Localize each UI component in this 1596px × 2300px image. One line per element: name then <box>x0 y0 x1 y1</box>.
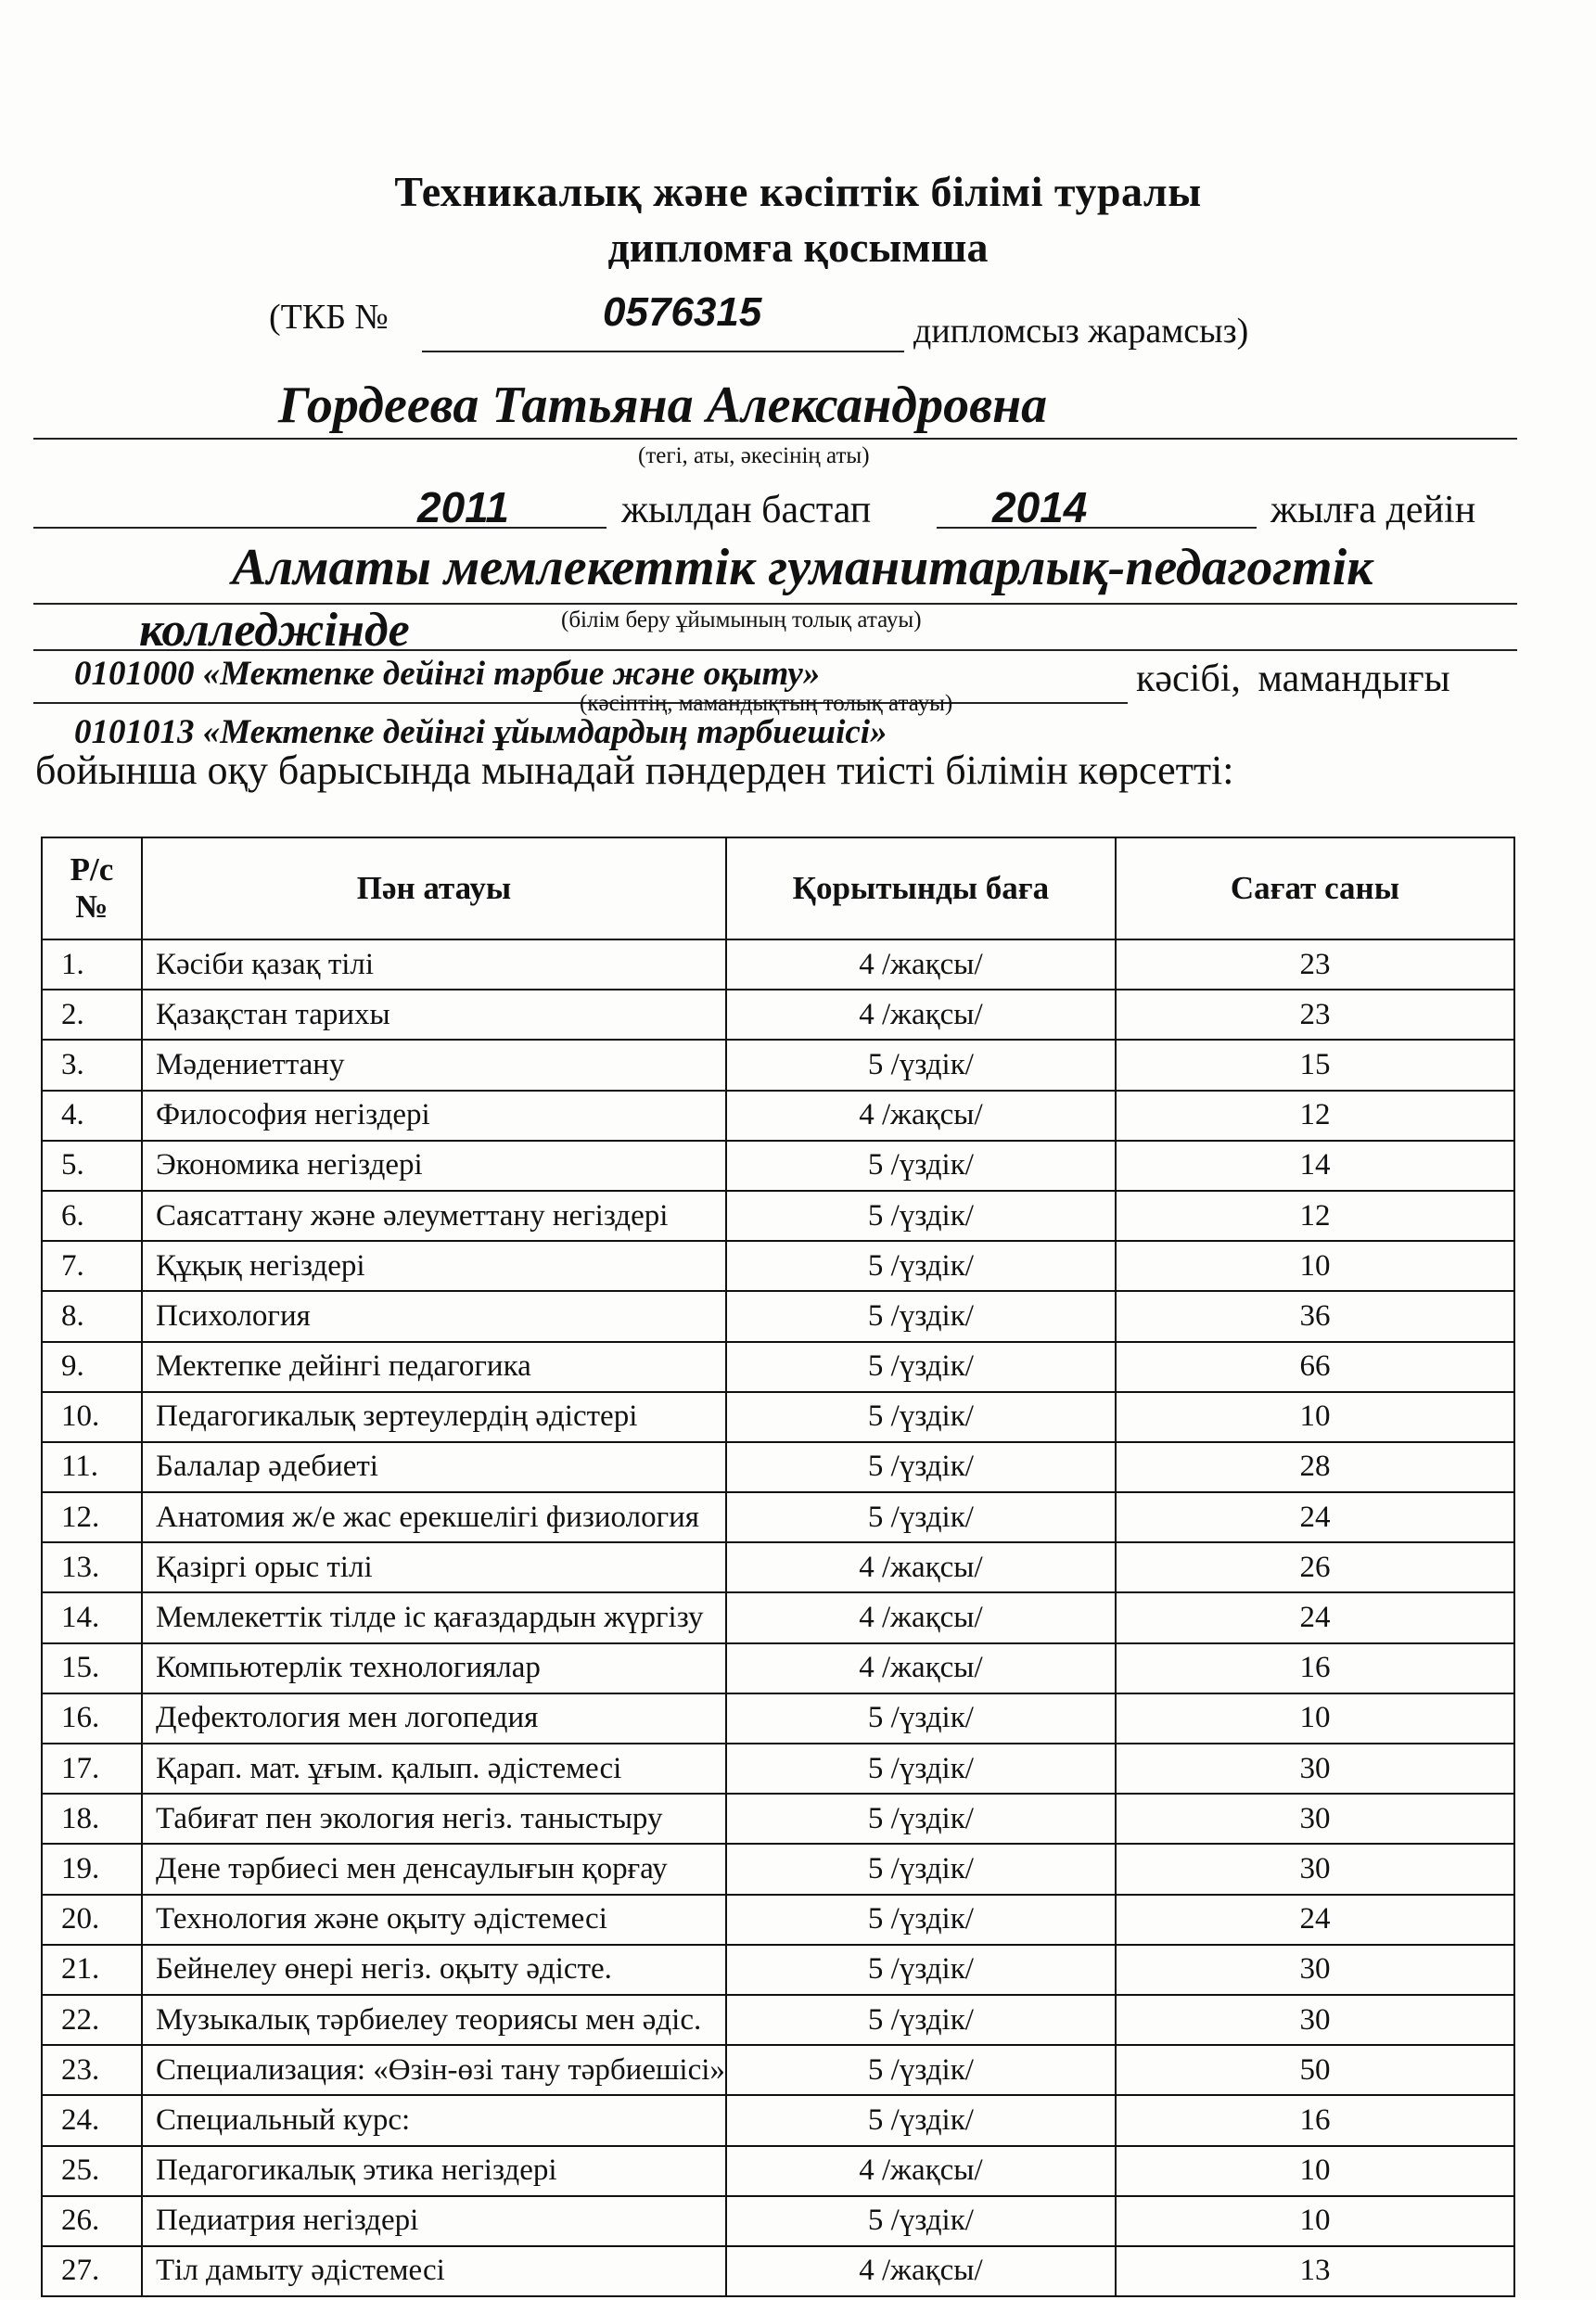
row-subject: Құқық негіздері <box>142 1241 726 1291</box>
table-row <box>42 1241 1514 1291</box>
header-subject: Пән атауы <box>142 837 726 939</box>
row-hours: 16 <box>1116 2095 1514 2145</box>
table-row <box>42 1844 1514 1894</box>
document-title-line1: Техникалық және кәсіптік білімі туралы <box>394 168 1202 215</box>
row-subject: Мәдениеттану <box>142 1040 726 1090</box>
table-row <box>42 1091 1514 1141</box>
row-grade: 5 /үздік/ <box>726 1241 1116 1291</box>
row-grade: 4 /жақсы/ <box>726 1592 1116 1642</box>
row-number: 25. <box>42 2146 142 2196</box>
document-title-line2: дипломға қосымша <box>607 224 989 271</box>
grades-table <box>41 837 1515 2297</box>
from-label: жылдан бастап <box>621 489 872 531</box>
table-row <box>42 2246 1514 2296</box>
tkb-prefix <box>269 297 389 338</box>
row-number: 12. <box>42 1492 142 1542</box>
row-hours: 12 <box>1116 1091 1514 1141</box>
table-row <box>42 1895 1514 1945</box>
row-subject: Қазіргі орыс тілі <box>142 1542 726 1592</box>
table-row <box>42 1492 1514 1542</box>
header-number <box>42 837 142 939</box>
row-hours: 23 <box>1116 939 1514 990</box>
specialty-label: кәсібі, мамандығы <box>1136 658 1450 700</box>
qualification-name: 0101013 «Мектепке дейінгі ұйымдардың тәрбиешісі» <box>74 713 887 751</box>
row-grade: 5 /үздік/ <box>726 2045 1116 2095</box>
table-row <box>42 1592 1514 1642</box>
row-number: 11. <box>42 1442 142 1492</box>
row-grade: 5 /үздік/ <box>726 1342 1116 1392</box>
year-to: 2014 <box>992 483 1088 531</box>
header-number-line1: Р/с <box>70 851 114 888</box>
row-number: 2. <box>42 990 142 1040</box>
row-number: 18. <box>42 1794 142 1844</box>
row-number: 7. <box>42 1241 142 1291</box>
row-number: 6. <box>42 1191 142 1241</box>
year-from-underline <box>33 527 606 529</box>
row-subject: Тіл дамыту әдістемесі <box>142 2246 726 2296</box>
row-hours: 10 <box>1116 2196 1514 2246</box>
row-number: 20. <box>42 1895 142 1945</box>
row-subject: Қазақстан тарихы <box>142 990 726 1040</box>
row-subject: Бейнелеу өнері негіз. оқыту әдісте. <box>142 1945 726 1995</box>
institution-caption: (білім беру ұйымының толық атауы) <box>561 607 922 632</box>
row-grade: 5 /үздік/ <box>726 2196 1116 2246</box>
row-number: 19. <box>42 1844 142 1894</box>
table-row <box>42 2146 1514 2196</box>
row-grade: 5 /үздік/ <box>726 1794 1116 1844</box>
row-hours: 16 <box>1116 1643 1514 1693</box>
row-hours: 30 <box>1116 1794 1514 1844</box>
row-hours: 24 <box>1116 1492 1514 1542</box>
row-hours: 15 <box>1116 1040 1514 1090</box>
row-subject: Педиатрия негіздері <box>142 2196 726 2246</box>
row-hours: 30 <box>1116 1844 1514 1894</box>
table-row <box>42 1542 1514 1592</box>
row-subject: Специальный курс: <box>142 2095 726 2145</box>
row-subject: Мемлекеттік тілде іс қағаздардын жүргізу <box>142 1592 726 1642</box>
table-row <box>42 1945 1514 1995</box>
row-subject: Психология <box>142 1291 726 1341</box>
row-subject: Қарап. мат. ұғым. қалып. әдістемесі <box>142 1744 726 1794</box>
row-number: 24. <box>42 2095 142 2145</box>
row-hours: 24 <box>1116 1895 1514 1945</box>
row-grade: 4 /жақсы/ <box>726 1542 1116 1592</box>
row-hours: 30 <box>1116 1995 1514 2045</box>
row-subject: Анатомия ж/е жас ерекшелігі физиология <box>142 1492 726 1542</box>
row-number: 17. <box>42 1744 142 1794</box>
header-grade: Қорытынды баға <box>726 837 1116 939</box>
row-number: 27. <box>42 2246 142 2296</box>
specialty-name: 0101000 «Мектепке дейінгі тәрбие және оқыту» <box>74 655 821 693</box>
row-hours: 12 <box>1116 1191 1514 1241</box>
row-grade: 5 /үздік/ <box>726 1995 1116 2045</box>
row-subject: Балалар әдебиеті <box>142 1442 726 1492</box>
table-row <box>42 990 1514 1040</box>
row-number: 8. <box>42 1291 142 1341</box>
row-grade: 4 /жақсы/ <box>726 939 1116 990</box>
row-number: 15. <box>42 1643 142 1693</box>
row-grade: 5 /үздік/ <box>726 1141 1116 1191</box>
row-number: 13. <box>42 1542 142 1592</box>
table-row <box>42 2196 1514 2246</box>
row-hours: 26 <box>1116 1542 1514 1592</box>
row-subject: Технология және оқыту әдістемесі <box>142 1895 726 1945</box>
row-grade: 4 /жақсы/ <box>726 1091 1116 1141</box>
institution-underline-2 <box>33 649 1517 651</box>
table-row <box>42 1191 1514 1241</box>
row-hours: 14 <box>1116 1141 1514 1191</box>
row-grade: 5 /үздік/ <box>726 2095 1116 2145</box>
row-hours: 30 <box>1116 1945 1514 1995</box>
row-grade: 4 /жақсы/ <box>726 1643 1116 1693</box>
row-hours: 10 <box>1116 1241 1514 1291</box>
row-hours: 50 <box>1116 2045 1514 2095</box>
year-to-underline <box>937 527 1257 529</box>
row-number: 21. <box>42 1945 142 1995</box>
row-hours: 30 <box>1116 1744 1514 1794</box>
row-subject: Мектепке дейінгі педагогика <box>142 1342 726 1392</box>
row-hours: 23 <box>1116 990 1514 1040</box>
row-grade: 4 /жақсы/ <box>726 2146 1116 2196</box>
row-hours: 13 <box>1116 2246 1514 2296</box>
table-row <box>42 2095 1514 2145</box>
header-hours: Сағат саны <box>1116 837 1514 939</box>
row-subject: Педагогикалық этика негіздері <box>142 2146 726 2196</box>
tkb-prefix-label: (ТКБ № <box>269 298 389 337</box>
institution-name-line1: Алматы мемлекеттік гуманитарлық-педагогтік <box>232 539 1373 596</box>
row-subject: Специализация: «Өзін-өзі тану тәрбиешісі» <box>142 2045 726 2095</box>
name-underline <box>33 438 1517 440</box>
student-full-name: Гордеева Татьяна Александровна <box>278 377 1048 434</box>
table-row <box>42 1744 1514 1794</box>
table-row <box>42 1141 1514 1191</box>
table-row <box>42 2045 1514 2095</box>
row-grade: 5 /үздік/ <box>726 1392 1116 1442</box>
row-subject: Саясаттану және әлеуметтану негіздері <box>142 1191 726 1241</box>
row-number: 9. <box>42 1342 142 1392</box>
intro-text: бойынша оқу барысында мынадай пәндерден тиісті білімін көрсетті: <box>35 748 1234 793</box>
name-caption: (тегі, аты, әкесінің аты) <box>638 443 870 468</box>
row-number: 4. <box>42 1091 142 1141</box>
table-row <box>42 1643 1514 1693</box>
row-grade: 5 /үздік/ <box>726 1040 1116 1090</box>
row-number: 1. <box>42 939 142 990</box>
table-row <box>42 1040 1514 1090</box>
row-subject: Кәсіби қазақ тілі <box>142 939 726 990</box>
table-row <box>42 1342 1514 1392</box>
tkb-suffix: дипломсыз жарамсыз) <box>913 312 1249 351</box>
row-grade: 4 /жақсы/ <box>726 2246 1116 2296</box>
table-row <box>42 1995 1514 2045</box>
table-row <box>42 1693 1514 1744</box>
table-header-row <box>42 837 1514 939</box>
row-grade: 5 /үздік/ <box>726 1744 1116 1794</box>
row-hours: 28 <box>1116 1442 1514 1492</box>
year-from: 2011 <box>417 483 509 531</box>
table-row <box>42 1442 1514 1492</box>
row-grade: 5 /үздік/ <box>726 1895 1116 1945</box>
row-hours: 36 <box>1116 1291 1514 1341</box>
row-subject: Компьютерлік технологиялар <box>142 1643 726 1693</box>
row-number: 23. <box>42 2045 142 2095</box>
row-subject: Педагогикалық зертеулердің әдістері <box>142 1392 726 1442</box>
row-grade: 5 /үздік/ <box>726 1191 1116 1241</box>
row-grade: 5 /үздік/ <box>726 1844 1116 1894</box>
row-number: 26. <box>42 2196 142 2246</box>
row-grade: 5 /үздік/ <box>726 1442 1116 1492</box>
table-row <box>42 1392 1514 1442</box>
row-grade: 5 /үздік/ <box>726 1693 1116 1744</box>
to-label: жылға дейін <box>1270 489 1476 531</box>
row-number: 14. <box>42 1592 142 1642</box>
row-number: 5. <box>42 1141 142 1191</box>
table-row <box>42 1291 1514 1341</box>
row-hours: 10 <box>1116 1693 1514 1744</box>
diploma-number: 0576315 <box>603 289 762 335</box>
row-hours: 10 <box>1116 1392 1514 1442</box>
row-number: 16. <box>42 1693 142 1744</box>
diploma-number-underline <box>422 351 904 352</box>
row-hours: 24 <box>1116 1592 1514 1642</box>
row-subject: Философия негіздері <box>142 1091 726 1141</box>
institution-name-line2: колледжінде <box>139 604 410 657</box>
row-subject: Музыкалық тәрбиелеу теориясы мен әдіс. <box>142 1995 726 2045</box>
row-hours: 10 <box>1116 2146 1514 2196</box>
row-subject: Табиғат пен экология негіз. таныстыру <box>142 1794 726 1844</box>
row-number: 3. <box>42 1040 142 1090</box>
header-number-line2: № <box>75 888 109 925</box>
row-subject: Экономика негіздері <box>142 1141 726 1191</box>
row-subject: Дене тәрбиесі мен денсаулығын қорғау <box>142 1844 726 1894</box>
specialty-caption: (кәсіптің, мамандықтың толық атауы) <box>580 691 953 716</box>
row-grade: 5 /үздік/ <box>726 1291 1116 1341</box>
table-row <box>42 1794 1514 1844</box>
row-grade: 5 /үздік/ <box>726 1945 1116 1995</box>
table-row <box>42 939 1514 990</box>
row-number: 22. <box>42 1995 142 2045</box>
row-subject: Дефектология мен логопедия <box>142 1693 726 1744</box>
row-grade: 4 /жақсы/ <box>726 990 1116 1040</box>
row-hours: 66 <box>1116 1342 1514 1392</box>
row-number: 10. <box>42 1392 142 1442</box>
row-grade: 5 /үздік/ <box>726 1492 1116 1542</box>
